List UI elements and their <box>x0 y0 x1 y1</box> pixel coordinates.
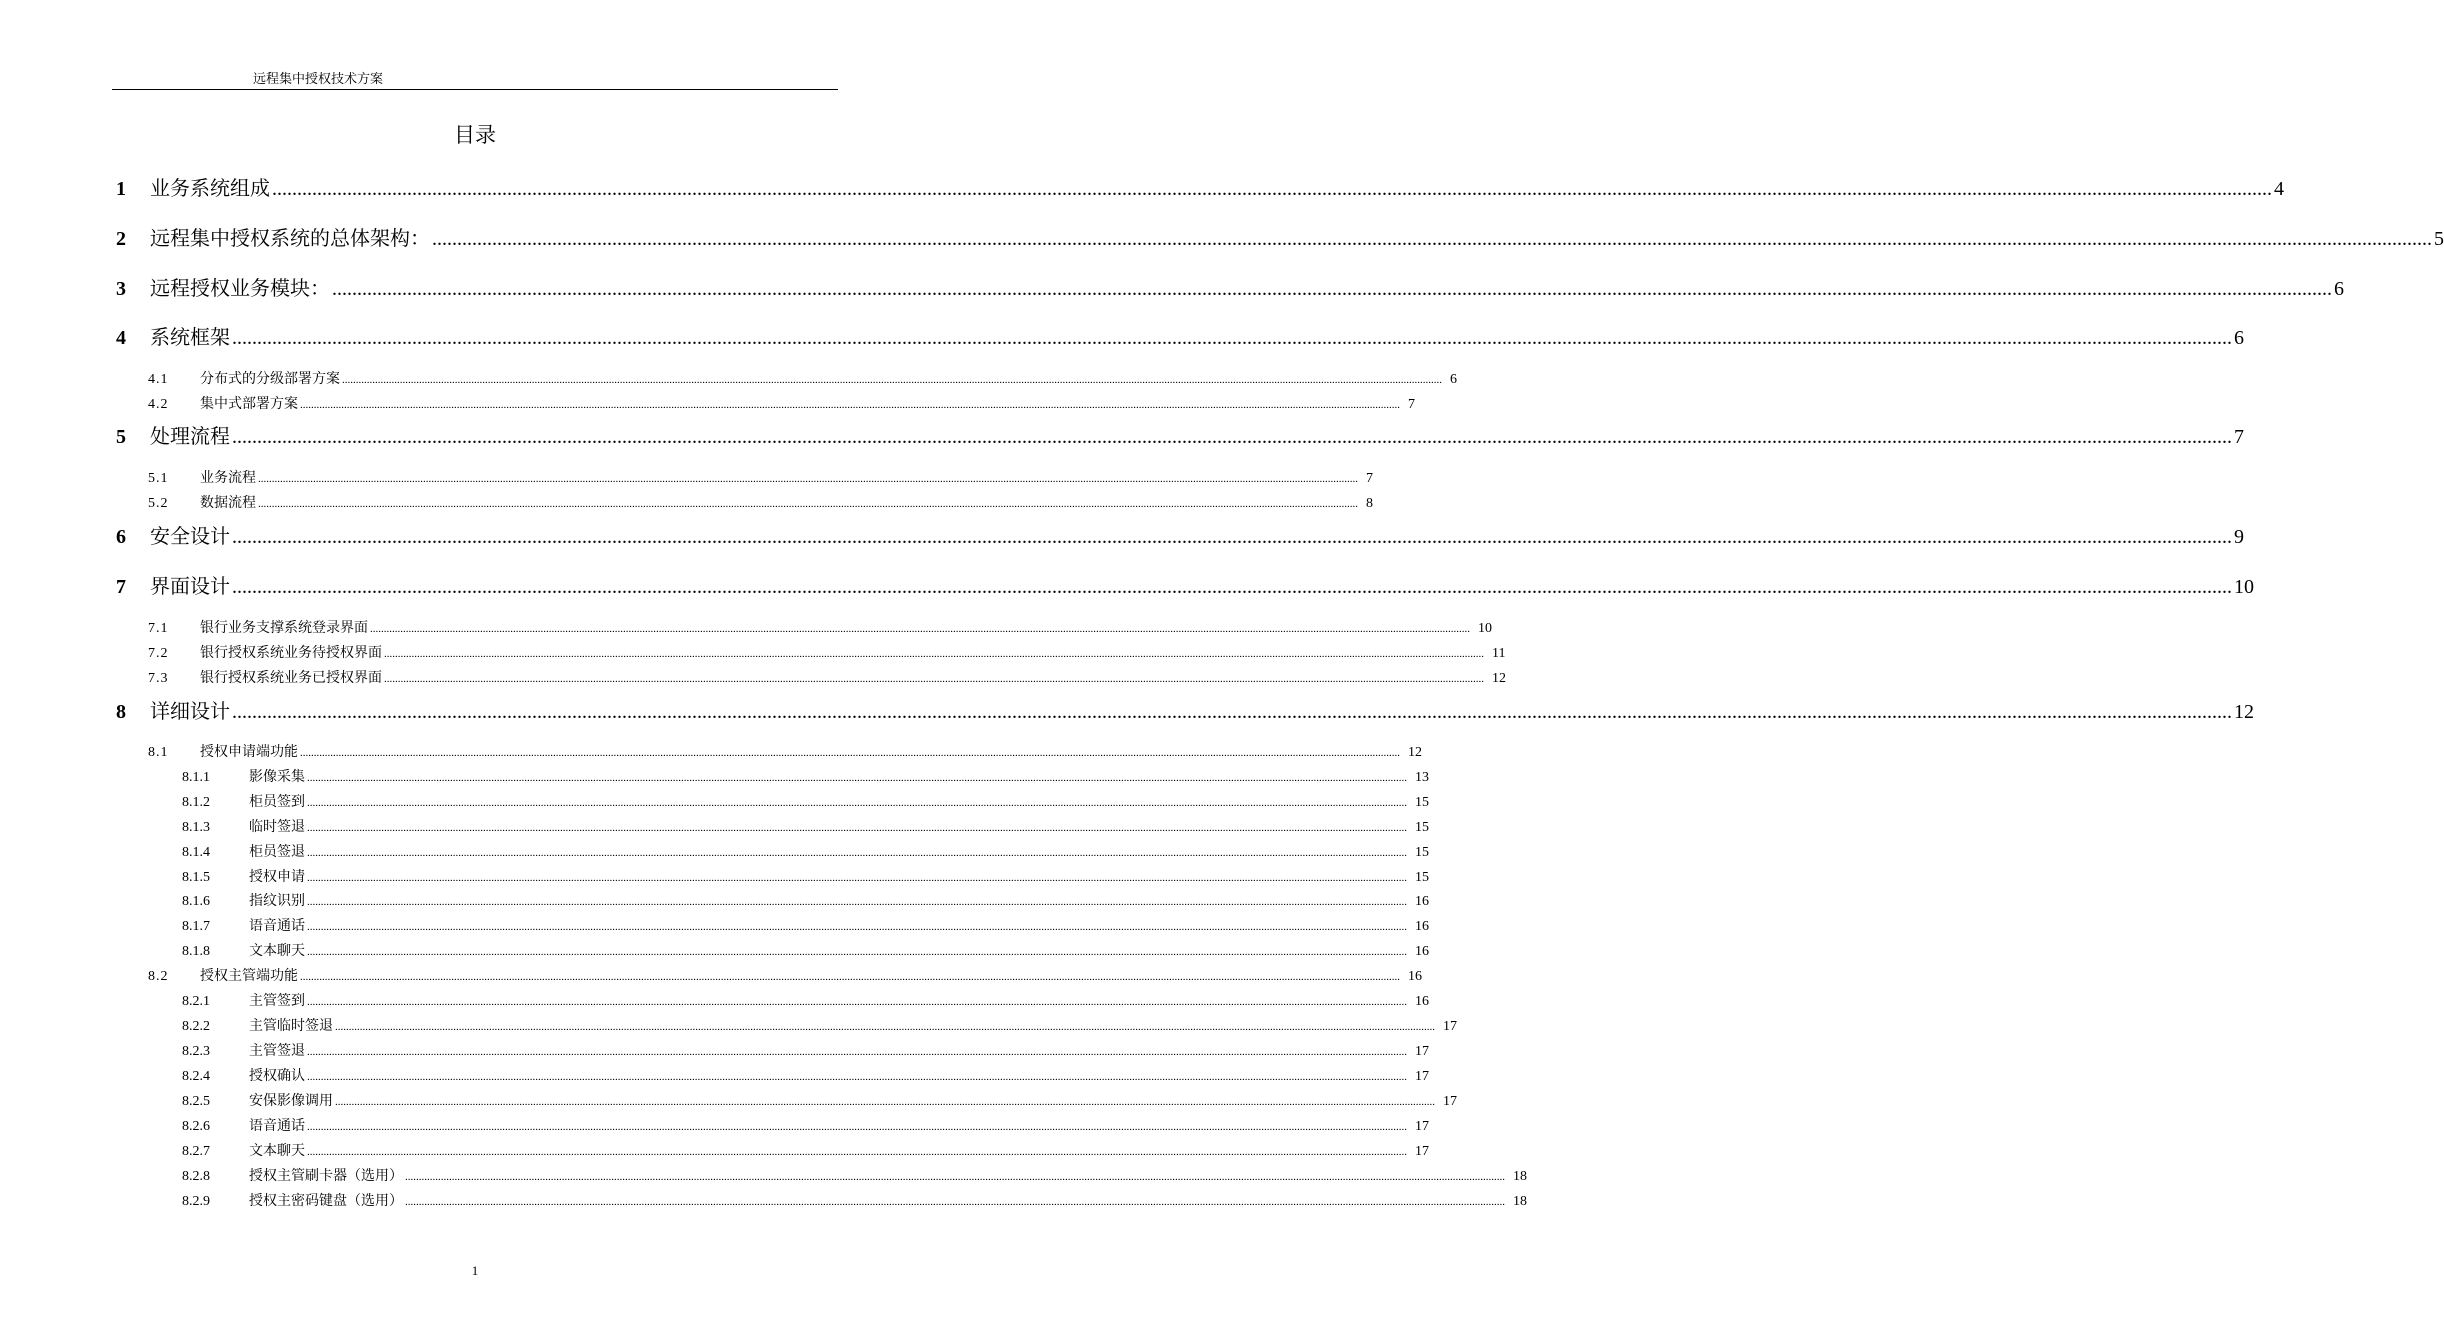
toc-entry-page: 15 <box>1415 795 1429 810</box>
toc-dot-leader: ................................................................................................................................................................................................................................................................................................................................................................................................................ <box>300 399 1400 411</box>
toc-entry[interactable] <box>116 420 2244 450</box>
toc-entry-label: 系统框架 <box>150 327 230 349</box>
toc-entry-label: 文本聊天 <box>249 1144 305 1159</box>
toc-entry-number: 2 <box>116 228 126 250</box>
toc-entry-number: 8.2 <box>148 969 169 984</box>
toc-entry-number: 8.1.1 <box>182 770 210 785</box>
toc-entry-number: 7.3 <box>148 671 169 686</box>
toc-entry-label: 远程集中授权系统的总体架构： <box>150 228 430 250</box>
toc-dot-leader: ................................................................................................................................................................................................................................................................................................................................................................................................................ <box>307 1146 1407 1158</box>
toc-entry-number: 8.1.2 <box>182 795 210 810</box>
toc-entry-label: 语音通话 <box>249 1119 305 1134</box>
toc-dot-leader: ................................................................................................................................................................................................................................................................................................................................................................................................................ <box>307 996 1407 1008</box>
toc-entry[interactable] <box>116 272 2344 302</box>
toc-entry-page: 17 <box>1415 1069 1429 1084</box>
toc-entry-page: 16 <box>1415 894 1429 909</box>
toc-entry-label: 主管签退 <box>249 1044 305 1059</box>
toc-entry-label: 授权主管端功能 <box>200 969 298 984</box>
toc-entry-label: 授权确认 <box>249 1069 305 1084</box>
toc-entry-number: 7.1 <box>148 621 169 636</box>
toc-entry-number: 5.2 <box>148 496 169 511</box>
toc-dot-leader: ................................................................................................................................................................................................................................................................................................................................................................................................................ <box>258 473 1358 485</box>
toc-dot-leader: ................................................................................................................................................................................................................................................................................................................................................................................................................ <box>307 797 1407 809</box>
toc-entry-label: 业务流程 <box>200 471 256 486</box>
toc-entry-number: 8.1.5 <box>182 870 210 885</box>
toc-entry[interactable] <box>148 741 1422 761</box>
toc-entry[interactable] <box>182 841 1429 861</box>
toc-entry-number: 8.1.8 <box>182 944 210 959</box>
toc-entry[interactable] <box>116 222 2444 252</box>
toc-dot-leader: ................................................................................................................................................................................................................................................................................................................................................................................................................ <box>405 1171 1505 1183</box>
toc-entry[interactable] <box>182 1190 1527 1210</box>
toc-entry-label: 授权申请 <box>249 870 305 885</box>
toc-entry[interactable] <box>182 1165 1527 1185</box>
toc-entry-label: 远程授权业务模块： <box>150 278 330 300</box>
toc-dot-leader: ................................................................................................................................................................................................................................................................................................................................................................................................................ <box>307 1071 1407 1083</box>
toc-entry-label: 指纹识别 <box>249 894 305 909</box>
toc-entry-number: 1 <box>116 178 126 200</box>
toc-entry[interactable] <box>116 695 2254 725</box>
toc-dot-leader: ................................................................................................................................................................................................................................................................................................................................................................................................................ <box>307 772 1407 784</box>
toc-entry-number: 7.2 <box>148 646 169 661</box>
toc-entry-page: 16 <box>1415 944 1429 959</box>
toc-entry-number: 8.1.3 <box>182 820 210 835</box>
toc-dot-leader: ................................................................................................................................................................................................................................................................................................................................................................................................................ <box>342 374 1442 386</box>
toc-dot-leader: ................................................................................................................................................................................................................................................................................................................................................................................................................ <box>370 623 1470 635</box>
toc-entry-number: 8.2.3 <box>182 1044 210 1059</box>
toc-entry[interactable] <box>182 866 1429 886</box>
header-title: 远程集中授权技术方案 <box>253 71 384 86</box>
toc-entry-number: 4.2 <box>148 397 169 412</box>
toc-entry[interactable] <box>182 990 1429 1010</box>
toc-entry-number: 8.2.1 <box>182 994 210 1009</box>
toc-entry-page: 6 <box>1450 372 1457 387</box>
toc-entry-number: 8.2.8 <box>182 1169 210 1184</box>
toc-dot-leader: ................................................................................................................................................................................................................................................................................................................................................................................................................ <box>232 526 2232 548</box>
toc-entry[interactable] <box>182 915 1429 935</box>
toc-entry-label: 分布式的分级部署方案 <box>200 372 340 387</box>
toc-entry[interactable] <box>182 816 1429 836</box>
toc-entry-number: 4.1 <box>148 372 169 387</box>
toc-entry-page: 10 <box>1478 621 1492 636</box>
toc-entry-label: 影像采集 <box>249 770 305 785</box>
toc-entry-page: 9 <box>2234 526 2244 548</box>
toc-entry-page: 12 <box>1492 671 1506 686</box>
toc-entry[interactable] <box>116 520 2244 550</box>
toc-entry-number: 8.2.5 <box>182 1094 210 1109</box>
toc-entry[interactable] <box>148 667 1506 687</box>
toc-entry-page: 16 <box>1415 919 1429 934</box>
toc-entry-page: 17 <box>1443 1094 1457 1109</box>
toc-dot-leader: ................................................................................................................................................................................................................................................................................................................................................................................................................ <box>258 498 1358 510</box>
toc-entry-number: 7 <box>116 576 126 598</box>
toc-dot-leader: ................................................................................................................................................................................................................................................................................................................................................................................................................ <box>232 426 2232 448</box>
toc-entry-number: 8 <box>116 701 126 723</box>
toc-entry[interactable] <box>182 890 1429 910</box>
toc-dot-leader: ................................................................................................................................................................................................................................................................................................................................................................................................................ <box>307 1121 1407 1133</box>
toc-entry-page: 15 <box>1415 820 1429 835</box>
toc-entry-label: 银行授权系统业务待授权界面 <box>200 646 382 661</box>
toc-entry[interactable] <box>182 1090 1457 1110</box>
toc-entry-page: 17 <box>1415 1144 1429 1159</box>
toc-dot-leader: ................................................................................................................................................................................................................................................................................................................................................................................................................ <box>307 946 1407 958</box>
toc-entry-label: 授权申请端功能 <box>200 745 298 760</box>
toc-entry-page: 18 <box>1513 1194 1527 1209</box>
toc-entry-page: 10 <box>2234 576 2254 598</box>
toc-entry[interactable] <box>148 965 1422 985</box>
toc-dot-leader: ................................................................................................................................................................................................................................................................................................................................................................................................................ <box>384 648 1484 660</box>
toc-entry[interactable] <box>182 1015 1457 1035</box>
toc-entry-page: 12 <box>1408 745 1422 760</box>
toc-entry-page: 6 <box>2234 327 2244 349</box>
toc-entry[interactable] <box>148 368 1457 388</box>
toc-entry-label: 柜员签退 <box>249 845 305 860</box>
toc-entry-page: 8 <box>1366 496 1373 511</box>
toc-entry[interactable] <box>116 570 2254 600</box>
toc-entry-number: 8.1 <box>148 745 169 760</box>
toc-entry[interactable] <box>148 393 1415 413</box>
toc-entry-number: 3 <box>116 278 126 300</box>
toc-entry-number: 8.2.2 <box>182 1019 210 1034</box>
toc-entry-page: 7 <box>1408 397 1415 412</box>
toc-entry-label: 数据流程 <box>200 496 256 511</box>
toc-entry-number: 5 <box>116 426 126 448</box>
toc-entry[interactable] <box>116 172 2284 202</box>
toc-entry-number: 6 <box>116 526 126 548</box>
page-number: 1 <box>471 1263 479 1278</box>
toc-entry-label: 集中式部署方案 <box>200 397 298 412</box>
toc-entry[interactable] <box>182 1040 1429 1060</box>
toc-dot-leader: ................................................................................................................................................................................................................................................................................................................................................................................................................ <box>405 1196 1505 1208</box>
toc-dot-leader: ................................................................................................................................................................................................................................................................................................................................................................................................................ <box>300 971 1400 983</box>
toc-dot-leader: ................................................................................................................................................................................................................................................................................................................................................................................................................ <box>232 576 2232 598</box>
toc-entry-label: 主管临时签退 <box>249 1019 333 1034</box>
toc-entry-page: 13 <box>1415 770 1429 785</box>
toc-entry-number: 8.2.6 <box>182 1119 210 1134</box>
toc-entry-label: 安全设计 <box>150 526 230 548</box>
toc-dot-leader: ................................................................................................................................................................................................................................................................................................................................................................................................................ <box>300 747 1400 759</box>
toc-entry[interactable] <box>182 791 1429 811</box>
toc-entry[interactable] <box>182 940 1429 960</box>
toc-entry-page: 17 <box>1443 1019 1457 1034</box>
toc-entry-number: 8.1.4 <box>182 845 210 860</box>
toc-entry-page: 11 <box>1492 646 1506 661</box>
toc-entry[interactable] <box>116 321 2244 351</box>
toc-dot-leader: ................................................................................................................................................................................................................................................................................................................................................................................................................ <box>384 673 1484 685</box>
toc-entry-number: 8.1.6 <box>182 894 210 909</box>
toc-dot-leader: ................................................................................................................................................................................................................................................................................................................................................................................................................ <box>307 921 1407 933</box>
toc-entry-number: 5.1 <box>148 471 169 486</box>
toc-entry-number: 8.2.4 <box>182 1069 210 1084</box>
toc-entry[interactable] <box>182 1115 1429 1135</box>
toc-dot-leader: ................................................................................................................................................................................................................................................................................................................................................................................................................ <box>307 847 1407 859</box>
toc-entry-page: 15 <box>1415 845 1429 860</box>
toc-entry-label: 文本聊天 <box>249 944 305 959</box>
toc-entry-label: 授权主管刷卡器（选用） <box>249 1169 403 1184</box>
toc-dot-leader: ................................................................................................................................................................................................................................................................................................................................................................................................................ <box>335 1096 1435 1108</box>
toc-entry[interactable] <box>148 492 1373 512</box>
toc-entry-number: 8.2.7 <box>182 1144 210 1159</box>
toc-entry-label: 业务系统组成 <box>150 178 270 200</box>
toc-dot-leader: ................................................................................................................................................................................................................................................................................................................................................................................................................ <box>432 228 2432 250</box>
toc-entry-page: 4 <box>2274 178 2284 200</box>
toc-dot-leader: ................................................................................................................................................................................................................................................................................................................................................................................................................ <box>335 1021 1435 1033</box>
toc-entry[interactable] <box>182 1065 1429 1085</box>
toc-entry-page: 17 <box>1415 1044 1429 1059</box>
toc-entry[interactable] <box>182 766 1429 786</box>
toc-entry[interactable] <box>148 642 1506 662</box>
toc-entry-label: 主管签到 <box>249 994 305 1009</box>
toc-dot-leader: ................................................................................................................................................................................................................................................................................................................................................................................................................ <box>307 1046 1407 1058</box>
toc-dot-leader: ................................................................................................................................................................................................................................................................................................................................................................................................................ <box>307 896 1407 908</box>
toc-entry-label: 处理流程 <box>150 426 230 448</box>
toc-entry-page: 17 <box>1415 1119 1429 1134</box>
toc-title: 目录 <box>454 123 496 147</box>
toc-entry[interactable] <box>148 467 1373 487</box>
toc-entry-label: 界面设计 <box>150 576 230 598</box>
toc-entry-number: 8.1.7 <box>182 919 210 934</box>
toc-entry-page: 16 <box>1415 994 1429 1009</box>
toc-entry-page: 5 <box>2434 228 2444 250</box>
toc-entry[interactable] <box>182 1140 1429 1160</box>
toc-entry-page: 18 <box>1513 1169 1527 1184</box>
toc-entry-label: 柜员签到 <box>249 795 305 810</box>
toc-entry[interactable] <box>148 617 1492 637</box>
toc-dot-leader: ................................................................................................................................................................................................................................................................................................................................................................................................................ <box>272 178 2272 200</box>
toc-entry-page: 15 <box>1415 870 1429 885</box>
toc-dot-leader: ................................................................................................................................................................................................................................................................................................................................................................................................................ <box>307 822 1407 834</box>
toc-entry-label: 临时签退 <box>249 820 305 835</box>
toc-entry-label: 语音通话 <box>249 919 305 934</box>
toc-entry-number: 4 <box>116 327 126 349</box>
toc-entry-page: 16 <box>1408 969 1422 984</box>
toc-entry-label: 授权主密码键盘（选用） <box>249 1194 403 1209</box>
toc-dot-leader: ................................................................................................................................................................................................................................................................................................................................................................................................................ <box>307 872 1407 884</box>
toc-entry-label: 银行授权系统业务已授权界面 <box>200 671 382 686</box>
toc-dot-leader: ................................................................................................................................................................................................................................................................................................................................................................................................................ <box>232 327 2232 349</box>
toc-entry-page: 12 <box>2234 701 2254 723</box>
toc-entry-page: 7 <box>1366 471 1373 486</box>
toc-entry-number: 8.2.9 <box>182 1194 210 1209</box>
toc-entry-label: 银行业务支撑系统登录界面 <box>200 621 368 636</box>
toc-entry-label: 详细设计 <box>150 701 230 723</box>
toc-entry-page: 7 <box>2234 426 2244 448</box>
toc-entry-page: 6 <box>2334 278 2344 300</box>
toc-dot-leader: ................................................................................................................................................................................................................................................................................................................................................................................................................ <box>332 278 2332 300</box>
toc-dot-leader: ................................................................................................................................................................................................................................................................................................................................................................................................................ <box>232 701 2232 723</box>
toc-entry-label: 安保影像调用 <box>249 1094 333 1109</box>
